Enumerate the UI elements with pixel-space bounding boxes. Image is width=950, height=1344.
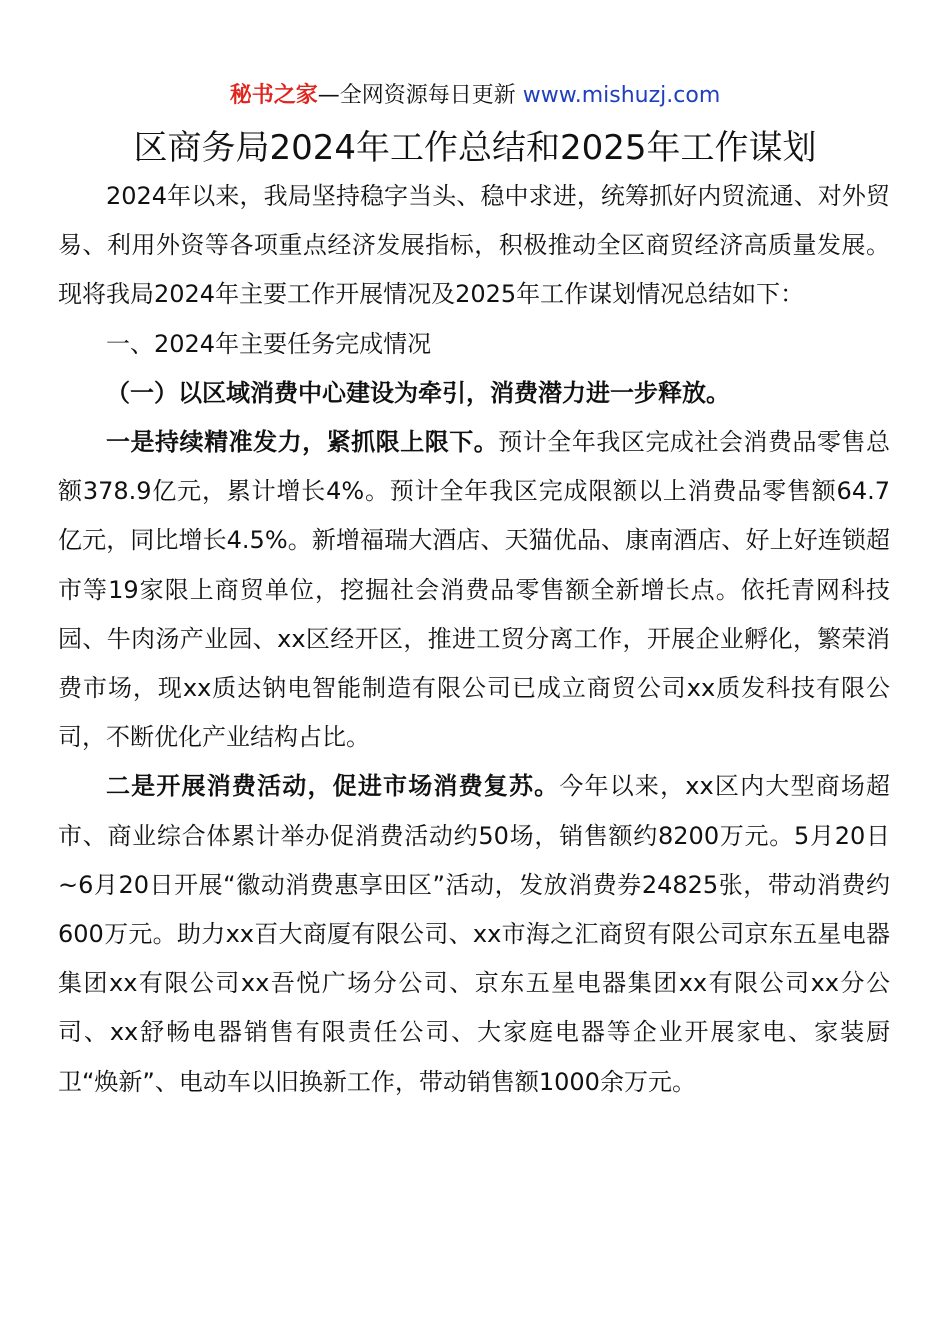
document-title: 区商务局2024年工作总结和2025年工作谋划: [133, 128, 817, 168]
site-url-link[interactable]: www.mishuzj.com: [522, 83, 721, 108]
intro-paragraph: 2024年以来，我局坚持稳字当头、稳中求进，统筹抓好内贸流通、对外贸易、利用外资等各项重点经济发展指标，积极推动全区商贸经济高质量发展。现将我局2024年主要工作开展情况及2025年工作谋划情况总结如下：: [58, 182, 890, 309]
item-one-body: 预计全年我区完成社会消费品零售总额378.9亿元，累计增长4%。预计全年我区完成限额以上消费品零售额64.7亿元，同比增长4.5%。新增福瑞大酒店、天猫优品、康南酒店、好上好连锁超市等19家限上商贸单位，挖掘社会消费品零售额全新增长点。依托青网科技园、牛肉汤产业园、xx区经开区，推进工贸分离工作，开展企业孵化，繁荣消费市场，现xx质达钠电智能制造有限公司已成立商贸公司xx质发科技有限公司，不断优化产业结构占比。: [58, 428, 891, 752]
item-two-lead: 二是开展消费活动，促进市场消费复苏。: [106, 772, 560, 801]
site-tagline: —全网资源每日更新: [317, 83, 516, 108]
site-header: [0, 80, 950, 112]
document-body: [58, 172, 890, 1107]
section-heading: 一、2024年主要任务完成情况: [106, 329, 432, 358]
item-two-paragraph: [58, 762, 890, 1106]
item-two-body: 今年以来，xx区内大型商场超市、商业综合体累计举办促消费活动约50场，销售额约8200万元。5月20日~6月20日开展“徽动消费惠享田区”活动，发放消费券24825张，带动消费约600万元。助力xx百大商厦有限公司、xx市海之汇商贸有限公司京东五星电器集团xx有限公司xx吾悦广场分公司、京东五星电器集团xx有限公司xx分公司、xx舒畅电器销售有限责任公司、大家庭电器等企业开展家电、家装厨卫“焕新”、电动车以旧换新工作，带动销售额1000余万元。: [58, 772, 891, 1096]
subsection-heading: （一）以区域消费中心建设为牵引，消费潜力进一步释放。: [106, 378, 730, 407]
site-brand: 秘书之家: [229, 83, 318, 108]
item-one-paragraph: [58, 418, 890, 762]
item-one-lead: 一是持续精准发力，紧抓限上限下。: [106, 428, 499, 457]
